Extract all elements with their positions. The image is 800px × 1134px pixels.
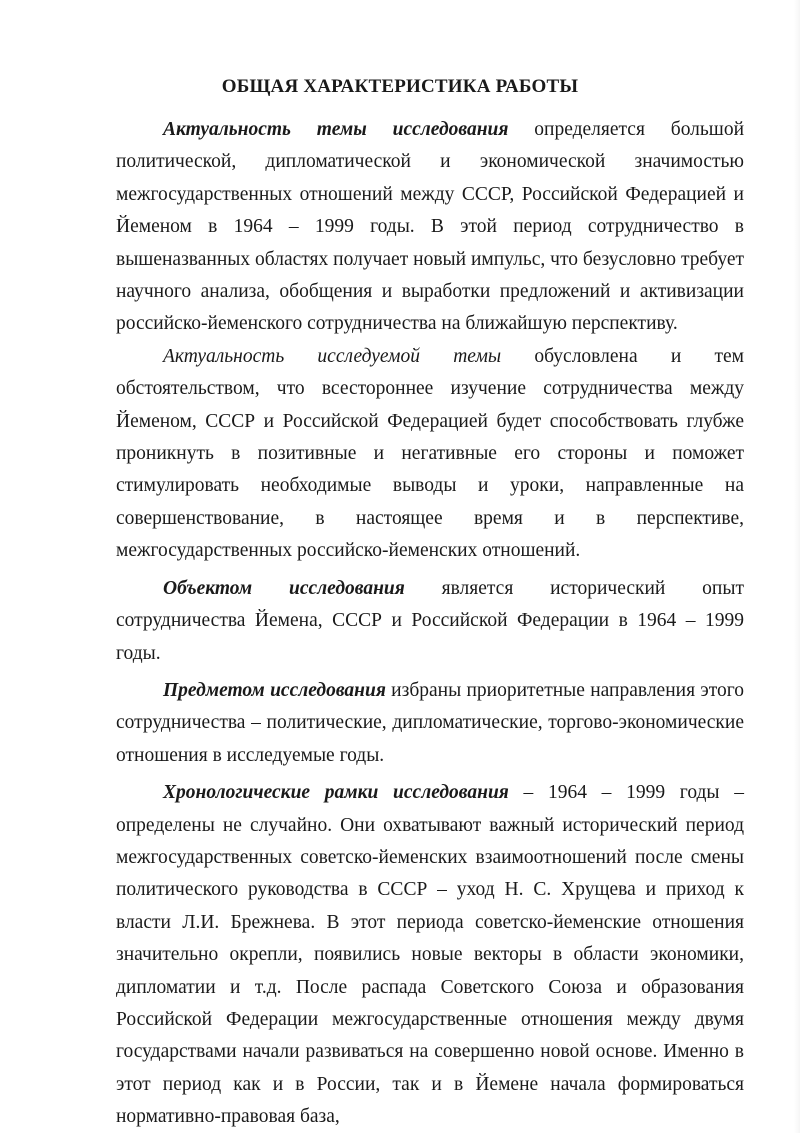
paragraph-relevance-topic [116, 341, 744, 568]
term-subject: Предметом исследования [163, 679, 386, 701]
paragraph-object-text: является исторический опыт сотрудничества Йемена, СССР и Российской Федерации в 1964 – 1999 годы. [116, 577, 744, 664]
paragraph-relevance-topic-text: обусловлена и тем обстоятельством, что всестороннее изучение сотрудничества между Йеменом, СССР и Российской Федерацией будет способствовать глубже проникнуть в позитивные и негативные его стороны и поможет стимулировать необходимые выводы и уроки, направленные на совершенствование, в настоящее время и в перспективе, межгосударственных российско-йеменских отношений. [116, 345, 744, 562]
term-relevance: Актуальность темы исследования [163, 119, 509, 140]
paragraph-relevance-text: определяется большой политической, дипломатической и экономической значимостью межгосударственных отношений между СССР, Российской Федерацией и Йеменом в 1964 – 1999 годы. В этой период сотрудничество в вышеназванных областях получает новый импульс, что безусловно требует научного анализа, обобщения и выработки предложений и активизации российско-йеменского сотрудничества на ближайшую перспективу. [116, 119, 745, 335]
term-relevance-topic: Актуальность исследуемой темы [163, 345, 502, 367]
paragraph-chronology-text: – 1964 – 1999 годы – определены не случайно. Они охватывают важный исторический период межгосударственных советско-йеменских взаимоотношений после смены политического руководства в СССР – уход Н. С. Хрущева и приход к власти Л.И. Брежнева. В этот периода советско-йеменские отношения значительно окрепли, появились новые векторы в области экономики, дипломатии и т.д. После распада Советского Союза и образования Российской Федерации межгосударственные отношения между двумя государствами начали развиваться на совершенно новой основе. Именно в этот период как и в России, так и в Йемене начала формироваться нормативно-правовая база, [116, 782, 744, 1128]
paragraph-subject-text: избраны приоритетные направления этого сотрудничества – политические, дипломатические, торгово-экономические отношения в исследуемые годы. [116, 679, 744, 766]
paragraph-object [116, 573, 744, 670]
paragraph-relevance [116, 114, 744, 341]
scan-edge-shadow [794, 0, 800, 1133]
document-body [116, 114, 744, 1134]
document-title: ОБЩАЯ ХАРАКТЕРИСТИКА РАБОТЫ [221, 76, 579, 97]
term-object: Объектом исследования [163, 577, 405, 599]
term-chronology: Хронологические рамки исследования [163, 782, 509, 804]
paragraph-subject [116, 675, 744, 772]
paragraph-chronology [116, 777, 744, 1133]
